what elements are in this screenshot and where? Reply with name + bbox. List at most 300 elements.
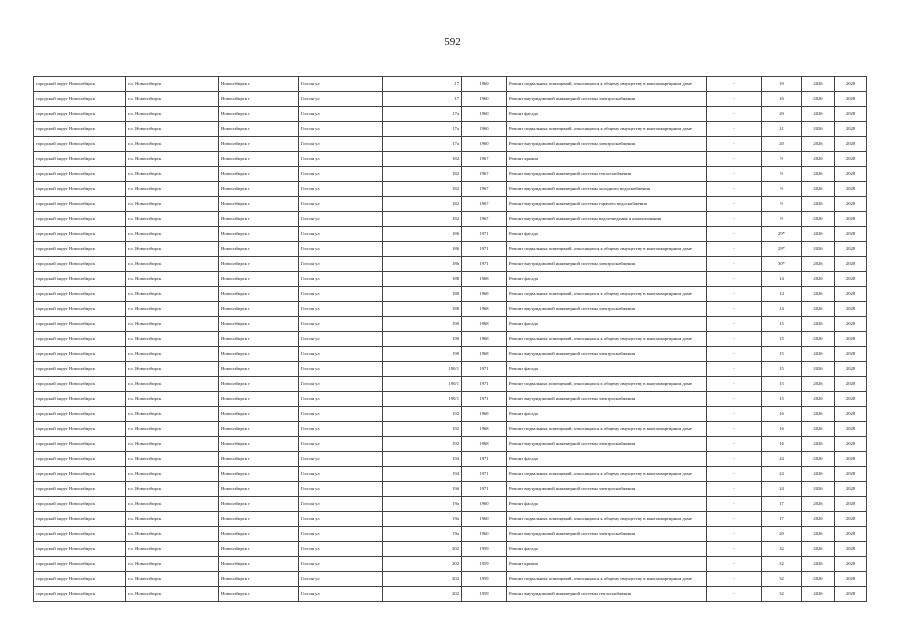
value-cell: 15 xyxy=(762,332,802,347)
municipality-cell: городской округ Новосибирск xyxy=(34,377,126,392)
year-end-cell: 2028 xyxy=(835,122,867,137)
year-end-cell: 2028 xyxy=(835,557,867,572)
placeholder-cell: - xyxy=(707,527,762,542)
work-type-cell: Ремонт фасада xyxy=(507,362,707,377)
work-type-cell: Ремонт подвальных помещений, относящихся к общему имуществу в многоквартирном доме xyxy=(507,287,707,302)
value-cell: 32 xyxy=(762,587,802,602)
value-cell: 17 xyxy=(762,512,802,527)
year-start-cell: 2026 xyxy=(802,137,835,152)
placeholder-cell: - xyxy=(707,407,762,422)
value-cell: 15 xyxy=(762,317,802,332)
municipality-cell: городской округ Новосибирск xyxy=(34,152,126,167)
build-year-cell: 1968 xyxy=(462,422,507,437)
build-year-cell: 1971 xyxy=(462,392,507,407)
build-year-cell: 1967 xyxy=(462,167,507,182)
house-number-cell: 190 xyxy=(383,317,462,332)
placeholder-cell: - xyxy=(707,122,762,137)
value-cell: 32 xyxy=(762,572,802,587)
municipality-cell: городской округ Новосибирск xyxy=(34,197,126,212)
district-cell: г.о. Новосибирск xyxy=(126,392,219,407)
municipality-cell: городской округ Новосибирск xyxy=(34,512,126,527)
settlement-cell: Новосибирск г xyxy=(219,272,299,287)
value-cell: 32 xyxy=(762,557,802,572)
work-type-cell: Ремонт внутридомовой инженерной системы электроснабжения xyxy=(507,92,707,107)
year-start-cell: 2026 xyxy=(802,362,835,377)
year-end-cell: 2028 xyxy=(835,407,867,422)
placeholder-cell: - xyxy=(707,257,762,272)
placeholder-cell: - xyxy=(707,227,762,242)
year-end-cell: 2028 xyxy=(835,272,867,287)
build-year-cell: 1959 xyxy=(462,542,507,557)
municipality-cell: городской округ Новосибирск xyxy=(34,302,126,317)
year-start-cell: 2026 xyxy=(802,77,835,92)
settlement-cell: Новосибирск г xyxy=(219,212,299,227)
build-year-cell: 1959 xyxy=(462,572,507,587)
street-cell: Гоголя ул xyxy=(299,92,383,107)
settlement-cell: Новосибирск г xyxy=(219,497,299,512)
repair-schedule-table xyxy=(33,76,867,602)
year-start-cell: 2026 xyxy=(802,167,835,182)
district-cell: г.о. Новосибирск xyxy=(126,452,219,467)
build-year-cell: 1968 xyxy=(462,317,507,332)
year-start-cell: 2026 xyxy=(802,92,835,107)
street-cell: Гоголя ул xyxy=(299,317,383,332)
municipality-cell: городской округ Новосибирск xyxy=(34,482,126,497)
district-cell: г.о. Новосибирск xyxy=(126,332,219,347)
municipality-cell: городской округ Новосибирск xyxy=(34,362,126,377)
value-cell: 15 xyxy=(762,362,802,377)
house-number-cell: 182 xyxy=(383,212,462,227)
district-cell: г.о. Новосибирск xyxy=(126,257,219,272)
year-end-cell: 2028 xyxy=(835,452,867,467)
year-end-cell: 2028 xyxy=(835,422,867,437)
build-year-cell: 1968 xyxy=(462,287,507,302)
municipality-cell: городской округ Новосибирск xyxy=(34,392,126,407)
table-row xyxy=(34,107,867,122)
work-type-cell: Ремонт внутридомовой инженерной системы теплоснабжения xyxy=(507,167,707,182)
district-cell: г.о. Новосибирск xyxy=(126,317,219,332)
year-start-cell: 2026 xyxy=(802,332,835,347)
house-number-cell: 188 xyxy=(383,302,462,317)
municipality-cell: городской округ Новосибирск xyxy=(34,467,126,482)
build-year-cell: 1968 xyxy=(462,437,507,452)
municipality-cell: городской округ Новосибирск xyxy=(34,572,126,587)
placeholder-cell: - xyxy=(707,77,762,92)
placeholder-cell: - xyxy=(707,362,762,377)
municipality-cell: городской округ Новосибирск xyxy=(34,92,126,107)
district-cell: г.о. Новосибирск xyxy=(126,242,219,257)
district-cell: г.о. Новосибирск xyxy=(126,152,219,167)
work-type-cell: Ремонт внутридомовой инженерной системы электроснабжения xyxy=(507,302,707,317)
work-type-cell: Ремонт фасада xyxy=(507,317,707,332)
street-cell: Гоголя ул xyxy=(299,557,383,572)
year-end-cell: 2028 xyxy=(835,242,867,257)
work-type-cell: Ремонт подвальных помещений, относящихся к общему имуществу в многоквартирном доме xyxy=(507,122,707,137)
table-row xyxy=(34,122,867,137)
year-end-cell: 2028 xyxy=(835,392,867,407)
placeholder-cell: - xyxy=(707,452,762,467)
build-year-cell: 1960 xyxy=(462,107,507,122)
settlement-cell: Новосибирск г xyxy=(219,242,299,257)
build-year-cell: 1959 xyxy=(462,587,507,602)
street-cell: Гоголя ул xyxy=(299,272,383,287)
table-row xyxy=(34,197,867,212)
build-year-cell: 1960 xyxy=(462,512,507,527)
table-row xyxy=(34,227,867,242)
house-number-cell: 17а xyxy=(383,107,462,122)
year-start-cell: 2026 xyxy=(802,122,835,137)
table-row xyxy=(34,557,867,572)
municipality-cell: городской округ Новосибирск xyxy=(34,542,126,557)
street-cell: Гоголя ул xyxy=(299,227,383,242)
municipality-cell: городской округ Новосибирск xyxy=(34,227,126,242)
work-type-cell: Ремонт внутридомовой инженерной системы электроснабжения xyxy=(507,527,707,542)
municipality-cell: городской округ Новосибирск xyxy=(34,287,126,302)
house-number-cell: 19а xyxy=(383,497,462,512)
value-cell: 14 xyxy=(762,272,802,287)
placeholder-cell: - xyxy=(707,557,762,572)
table-row xyxy=(34,542,867,557)
value-cell: 24 xyxy=(762,482,802,497)
year-end-cell: 2028 xyxy=(835,287,867,302)
value-cell: 19 xyxy=(762,77,802,92)
year-start-cell: 2026 xyxy=(802,542,835,557)
year-end-cell: 2028 xyxy=(835,482,867,497)
placeholder-cell: - xyxy=(707,377,762,392)
year-start-cell: 2026 xyxy=(802,212,835,227)
table-row xyxy=(34,137,867,152)
placeholder-cell: - xyxy=(707,212,762,227)
table-row xyxy=(34,287,867,302)
street-cell: Гоголя ул xyxy=(299,497,383,512)
work-type-cell: Ремонт фасада xyxy=(507,542,707,557)
work-type-cell: Ремонт фасада xyxy=(507,107,707,122)
district-cell: г.о. Новосибирск xyxy=(126,92,219,107)
street-cell: Гоголя ул xyxy=(299,167,383,182)
street-cell: Гоголя ул xyxy=(299,287,383,302)
build-year-cell: 1960 xyxy=(462,497,507,512)
settlement-cell: Новосибирск г xyxy=(219,587,299,602)
year-end-cell: 2028 xyxy=(835,332,867,347)
year-start-cell: 2026 xyxy=(802,497,835,512)
value-cell: 9 xyxy=(762,212,802,227)
year-end-cell: 2028 xyxy=(835,377,867,392)
street-cell: Гоголя ул xyxy=(299,587,383,602)
placeholder-cell: - xyxy=(707,272,762,287)
value-cell: 16 xyxy=(762,92,802,107)
settlement-cell: Новосибирск г xyxy=(219,542,299,557)
settlement-cell: Новосибирск г xyxy=(219,152,299,167)
placeholder-cell: - xyxy=(707,182,762,197)
settlement-cell: Новосибирск г xyxy=(219,512,299,527)
street-cell: Гоголя ул xyxy=(299,422,383,437)
municipality-cell: городской округ Новосибирск xyxy=(34,272,126,287)
value-cell: 16 xyxy=(762,422,802,437)
table-body xyxy=(34,77,867,602)
street-cell: Гоголя ул xyxy=(299,107,383,122)
table-row xyxy=(34,92,867,107)
build-year-cell: 1968 xyxy=(462,407,507,422)
table-row xyxy=(34,317,867,332)
street-cell: Гоголя ул xyxy=(299,512,383,527)
settlement-cell: Новосибирск г xyxy=(219,557,299,572)
build-year-cell: 1960 xyxy=(462,122,507,137)
street-cell: Гоголя ул xyxy=(299,377,383,392)
settlement-cell: Новосибирск г xyxy=(219,287,299,302)
municipality-cell: городской округ Новосибирск xyxy=(34,317,126,332)
value-cell: 9 xyxy=(762,167,802,182)
street-cell: Гоголя ул xyxy=(299,257,383,272)
table-row xyxy=(34,452,867,467)
settlement-cell: Новосибирск г xyxy=(219,182,299,197)
value-cell: 20 xyxy=(762,137,802,152)
settlement-cell: Новосибирск г xyxy=(219,347,299,362)
table-row xyxy=(34,212,867,227)
build-year-cell: 1960 xyxy=(462,527,507,542)
value-cell: 15 xyxy=(762,347,802,362)
value-cell: 16 xyxy=(762,437,802,452)
placeholder-cell: - xyxy=(707,542,762,557)
year-end-cell: 2028 xyxy=(835,347,867,362)
house-number-cell: 190 xyxy=(383,332,462,347)
table-row xyxy=(34,572,867,587)
work-type-cell: Ремонт крыши xyxy=(507,152,707,167)
value-cell: 9 xyxy=(762,152,802,167)
settlement-cell: Новосибирск г xyxy=(219,332,299,347)
page-number: 592 xyxy=(444,36,461,48)
work-type-cell: Ремонт подвальных помещений, относящихся к общему имуществу в многоквартирном доме xyxy=(507,377,707,392)
house-number-cell: 190/1 xyxy=(383,362,462,377)
value-cell: 20 xyxy=(762,107,802,122)
district-cell: г.о. Новосибирск xyxy=(126,407,219,422)
house-number-cell: 202 xyxy=(383,572,462,587)
placeholder-cell: - xyxy=(707,287,762,302)
street-cell: Гоголя ул xyxy=(299,302,383,317)
placeholder-cell: - xyxy=(707,512,762,527)
year-start-cell: 2026 xyxy=(802,557,835,572)
street-cell: Гоголя ул xyxy=(299,527,383,542)
house-number-cell: 192 xyxy=(383,422,462,437)
municipality-cell: городской округ Новосибирск xyxy=(34,107,126,122)
work-type-cell: Ремонт фасада xyxy=(507,227,707,242)
work-type-cell: Ремонт внутридомовой инженерной системы электроснабжения xyxy=(507,137,707,152)
house-number-cell: 182 xyxy=(383,197,462,212)
placeholder-cell: - xyxy=(707,197,762,212)
district-cell: г.о. Новосибирск xyxy=(126,197,219,212)
district-cell: г.о. Новосибирск xyxy=(126,227,219,242)
district-cell: г.о. Новосибирск xyxy=(126,167,219,182)
table-row xyxy=(34,527,867,542)
year-start-cell: 2026 xyxy=(802,512,835,527)
year-end-cell: 2028 xyxy=(835,437,867,452)
value-cell: 9 xyxy=(762,182,802,197)
settlement-cell: Новосибирск г xyxy=(219,572,299,587)
build-year-cell: 1967 xyxy=(462,197,507,212)
house-number-cell: 202 xyxy=(383,587,462,602)
street-cell: Гоголя ул xyxy=(299,542,383,557)
year-end-cell: 2028 xyxy=(835,257,867,272)
value-cell: 20 xyxy=(762,527,802,542)
settlement-cell: Новосибирск г xyxy=(219,362,299,377)
municipality-cell: городской округ Новосибирск xyxy=(34,497,126,512)
district-cell: г.о. Новосибирск xyxy=(126,467,219,482)
street-cell: Гоголя ул xyxy=(299,392,383,407)
year-start-cell: 2026 xyxy=(802,152,835,167)
district-cell: г.о. Новосибирск xyxy=(126,347,219,362)
year-end-cell: 2028 xyxy=(835,527,867,542)
build-year-cell: 1968 xyxy=(462,302,507,317)
district-cell: г.о. Новосибирск xyxy=(126,212,219,227)
build-year-cell: 1967 xyxy=(462,212,507,227)
placeholder-cell: - xyxy=(707,587,762,602)
house-number-cell: 202 xyxy=(383,542,462,557)
street-cell: Гоголя ул xyxy=(299,347,383,362)
table-row xyxy=(34,497,867,512)
municipality-cell: городской округ Новосибирск xyxy=(34,257,126,272)
district-cell: г.о. Новосибирск xyxy=(126,587,219,602)
build-year-cell: 1967 xyxy=(462,152,507,167)
house-number-cell: 194 xyxy=(383,452,462,467)
build-year-cell: 1971 xyxy=(462,227,507,242)
street-cell: Гоголя ул xyxy=(299,572,383,587)
value-cell: 16 xyxy=(762,407,802,422)
work-type-cell: Ремонт подвальных помещений, относящихся к общему имуществу в многоквартирном доме xyxy=(507,332,707,347)
district-cell: г.о. Новосибирск xyxy=(126,557,219,572)
placeholder-cell: - xyxy=(707,317,762,332)
table-row xyxy=(34,392,867,407)
settlement-cell: Новосибирск г xyxy=(219,452,299,467)
municipality-cell: городской округ Новосибирск xyxy=(34,212,126,227)
value-cell: 9 xyxy=(762,197,802,212)
year-end-cell: 2028 xyxy=(835,212,867,227)
house-number-cell: 192 xyxy=(383,407,462,422)
year-start-cell: 2026 xyxy=(802,197,835,212)
table-row xyxy=(34,347,867,362)
district-cell: г.о. Новосибирск xyxy=(126,137,219,152)
house-number-cell: 192 xyxy=(383,437,462,452)
table-row xyxy=(34,362,867,377)
settlement-cell: Новосибирск г xyxy=(219,302,299,317)
house-number-cell: 190/1 xyxy=(383,377,462,392)
street-cell: Гоголя ул xyxy=(299,332,383,347)
house-number-cell: 17 xyxy=(383,92,462,107)
table-row xyxy=(34,167,867,182)
placeholder-cell: - xyxy=(707,242,762,257)
work-type-cell: Ремонт подвальных помещений, относящихся к общему имуществу в многоквартирном доме xyxy=(507,512,707,527)
year-end-cell: 2028 xyxy=(835,497,867,512)
street-cell: Гоголя ул xyxy=(299,122,383,137)
house-number-cell: 190 xyxy=(383,347,462,362)
year-start-cell: 2026 xyxy=(802,302,835,317)
value-cell: 30* xyxy=(762,257,802,272)
house-number-cell: 19# xyxy=(383,482,462,497)
district-cell: г.о. Новосибирск xyxy=(126,122,219,137)
table-row xyxy=(34,302,867,317)
year-end-cell: 2028 xyxy=(835,512,867,527)
year-start-cell: 2026 xyxy=(802,287,835,302)
year-end-cell: 2028 xyxy=(835,197,867,212)
table-row xyxy=(34,77,867,92)
house-number-cell: 202 xyxy=(383,557,462,572)
year-end-cell: 2028 xyxy=(835,302,867,317)
settlement-cell: Новосибирск г xyxy=(219,422,299,437)
table-row xyxy=(34,152,867,167)
build-year-cell: 1971 xyxy=(462,362,507,377)
build-year-cell: 1968 xyxy=(462,332,507,347)
district-cell: г.о. Новосибирск xyxy=(126,437,219,452)
year-start-cell: 2026 xyxy=(802,392,835,407)
placeholder-cell: - xyxy=(707,92,762,107)
placeholder-cell: - xyxy=(707,302,762,317)
district-cell: г.о. Новосибирск xyxy=(126,107,219,122)
work-type-cell: Ремонт внутридомовой инженерной системы теплоснабжения xyxy=(507,587,707,602)
placeholder-cell: - xyxy=(707,467,762,482)
street-cell: Гоголя ул xyxy=(299,197,383,212)
year-end-cell: 2028 xyxy=(835,587,867,602)
district-cell: г.о. Новосибирск xyxy=(126,527,219,542)
municipality-cell: городской округ Новосибирск xyxy=(34,557,126,572)
work-type-cell: Ремонт подвальных помещений, относящихся к общему имуществу в многоквартирном доме xyxy=(507,572,707,587)
placeholder-cell: - xyxy=(707,167,762,182)
house-number-cell: 186 xyxy=(383,227,462,242)
year-start-cell: 2026 xyxy=(802,317,835,332)
district-cell: г.о. Новосибирск xyxy=(126,272,219,287)
year-end-cell: 2028 xyxy=(835,107,867,122)
value-cell: 15 xyxy=(762,377,802,392)
house-number-cell: 194 xyxy=(383,467,462,482)
year-end-cell: 2028 xyxy=(835,227,867,242)
year-end-cell: 2028 xyxy=(835,167,867,182)
work-type-cell: Ремонт подвальных помещений, относящихся к общему имуществу в многоквартирном доме xyxy=(507,242,707,257)
table-row xyxy=(34,332,867,347)
build-year-cell: 1959 xyxy=(462,557,507,572)
build-year-cell: 1960 xyxy=(462,77,507,92)
build-year-cell: 1960 xyxy=(462,92,507,107)
placeholder-cell: - xyxy=(707,347,762,362)
house-number-cell: 188 xyxy=(383,272,462,287)
value-cell: 21 xyxy=(762,122,802,137)
street-cell: Гоголя ул xyxy=(299,452,383,467)
year-start-cell: 2026 xyxy=(802,527,835,542)
work-type-cell: Ремонт внутридомовой инженерной системы холодного водоснабжения xyxy=(507,182,707,197)
value-cell: 29* xyxy=(762,227,802,242)
district-cell: г.о. Новосибирск xyxy=(126,302,219,317)
placeholder-cell: - xyxy=(707,137,762,152)
build-year-cell: 1971 xyxy=(462,452,507,467)
house-number-cell: 182 xyxy=(383,152,462,167)
year-end-cell: 2028 xyxy=(835,542,867,557)
build-year-cell: 1960 xyxy=(462,137,507,152)
table-row xyxy=(34,272,867,287)
municipality-cell: городской округ Новосибирск xyxy=(34,452,126,467)
house-number-cell: 19а xyxy=(383,512,462,527)
placeholder-cell: - xyxy=(707,332,762,347)
table-row xyxy=(34,437,867,452)
work-type-cell: Ремонт внутридомовой инженерной системы электроснабжения xyxy=(507,257,707,272)
work-type-cell: Ремонт внутридомовой инженерной системы электроснабжения xyxy=(507,437,707,452)
district-cell: г.о. Новосибирск xyxy=(126,572,219,587)
district-cell: г.о. Новосибирск xyxy=(126,482,219,497)
district-cell: г.о. Новосибирск xyxy=(126,377,219,392)
street-cell: Гоголя ул xyxy=(299,212,383,227)
work-type-cell: Ремонт подвальных помещений, относящихся к общему имуществу в многоквартирном доме xyxy=(507,422,707,437)
street-cell: Гоголя ул xyxy=(299,152,383,167)
build-year-cell: 1968 xyxy=(462,272,507,287)
street-cell: Гоголя ул xyxy=(299,242,383,257)
placeholder-cell: - xyxy=(707,392,762,407)
settlement-cell: Новосибирск г xyxy=(219,377,299,392)
house-number-cell: 186 xyxy=(383,242,462,257)
